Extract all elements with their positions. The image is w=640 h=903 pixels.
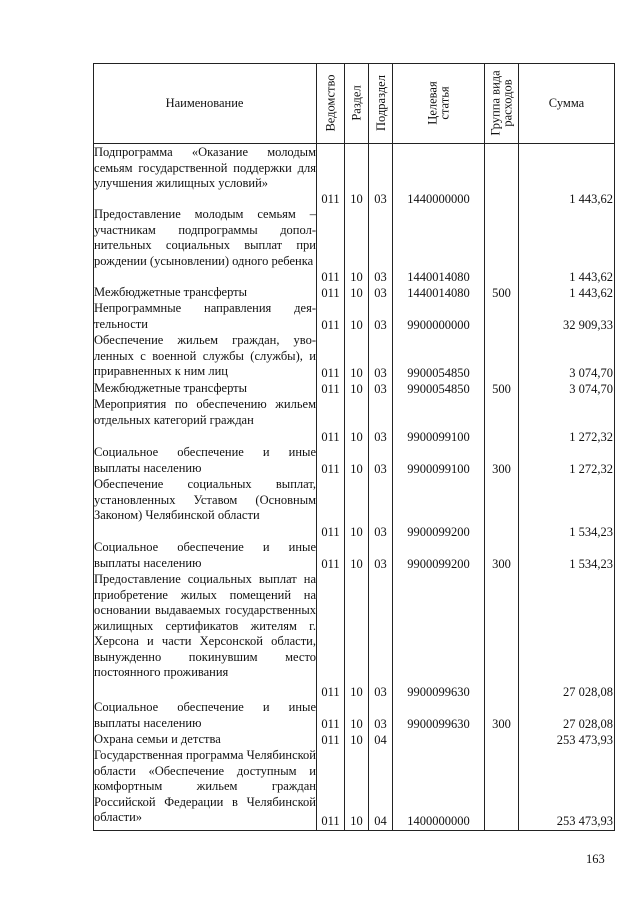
row-summa: 1 534,23 [569,556,613,571]
row-vedomstvo: 011 [321,732,340,747]
row-podrazdel: 03 [374,556,387,571]
row-razdel: 10 [350,461,363,476]
row-summa: 1 272,32 [569,429,613,444]
row-razdel: 10 [350,684,363,699]
table-row [93,700,615,732]
row-razdel: 10 [350,365,363,380]
row-podrazdel: 03 [374,365,387,380]
row-name: Обеспечение жильем граждан, уволенных с военной службы (службы), и приравненных к ним лиц [94,333,316,378]
row-vedomstvo: 011 [321,269,340,284]
row-gruppa: 500 [492,381,511,396]
row-gruppa: 300 [492,716,511,731]
header-gruppa-line1: Группа вида [488,70,503,136]
row-vedomstvo: 011 [321,381,340,396]
row-name: Межбюджетные трансферты [94,381,248,395]
row-celevaya: 9900054850 [407,365,470,380]
header-razdel-label: Раздел [349,85,364,121]
row-razdel: 10 [350,813,363,828]
row-summa: 1 443,62 [569,191,613,206]
row-summa: 1 272,32 [569,461,613,476]
header-vedomstvo-label: Ведомство [323,74,338,132]
table-bottom-border [93,830,615,831]
header-podrazdel [369,63,392,143]
row-razdel: 10 [350,716,363,731]
table-row [93,207,615,285]
row-celevaya: 9900099100 [407,461,470,476]
row-name: Государственная программа Челябинской области «Обеспечение доступным и комфортным жильем граждан Российской Федерации в Челябинской области» [94,748,316,824]
row-name: Непрограммные направления деятельности [94,301,316,331]
row-razdel: 10 [350,381,363,396]
row-gruppa: 300 [492,461,511,476]
row-podrazdel: 03 [374,317,387,332]
row-summa: 27 028,08 [563,716,613,731]
row-gruppa: 500 [492,285,511,300]
table-row [93,540,615,572]
table-row [93,477,615,540]
row-summa: 32 909,33 [563,317,613,332]
header-name-label: Наименование [165,95,244,110]
header-razdel [345,63,368,143]
table-row [93,333,615,381]
table-row [93,285,615,301]
row-razdel: 10 [350,524,363,539]
row-celevaya: 9900099200 [407,556,470,571]
row-vedomstvo: 011 [321,684,340,699]
header-gruppa-line2: расходов [500,79,515,127]
row-summa: 1 443,62 [569,269,613,284]
row-summa: 1 534,23 [569,524,613,539]
row-podrazdel: 04 [374,813,387,828]
row-celevaya: 1440014080 [407,269,470,284]
row-name: Подпрограмма «Оказание молодым семьям государственной поддержки для улучшения жилищных условий» [94,145,316,190]
row-name: Социальное обеспечение и иные выплаты населению [94,445,316,475]
row-name: Предоставление молодым семьям – участникам подпрограммы дополнительных социальных выплат при рождении (усыновлении) одного ребенка [94,207,316,268]
row-vedomstvo: 011 [321,191,340,206]
table-row [93,381,615,397]
row-vedomstvo: 011 [321,429,340,444]
row-vedomstvo: 011 [321,716,340,731]
header-name [93,63,316,143]
row-gruppa: 300 [492,556,511,571]
row-name: Охрана семьи и детства [94,732,221,746]
row-podrazdel: 03 [374,269,387,284]
row-summa: 3 074,70 [569,365,613,380]
row-podrazdel: 03 [374,429,387,444]
row-celevaya: 9900099630 [407,684,470,699]
row-name: Социальное обеспечение и иные выплаты населению [94,540,316,570]
header-celevaya-line2: статья [437,86,452,120]
row-podrazdel: 03 [374,524,387,539]
row-celevaya: 1440000000 [407,191,470,206]
row-vedomstvo: 011 [321,365,340,380]
row-name: Мероприятия по обеспечению жильем отдельных категорий граждан [94,397,316,427]
header-bottom-border [93,143,615,144]
row-summa: 3 074,70 [569,381,613,396]
row-razdel: 10 [350,317,363,332]
row-vedomstvo: 011 [321,524,340,539]
row-razdel: 10 [350,269,363,284]
row-celevaya: 1440014080 [407,285,470,300]
row-vedomstvo: 011 [321,813,340,828]
header-podrazdel-label: Подраздел [373,75,388,131]
header-gruppa [485,63,518,143]
table-row [93,445,615,477]
header-summa [519,63,614,143]
table-row [93,748,615,829]
table-row [93,145,615,207]
header-celevaya-label [427,81,451,124]
page-number: 163 [586,852,605,866]
row-name: Обеспечение социальных выплат, установленных Уставом (Основным Законом) Челябинской области [94,477,316,522]
table-row [93,397,615,445]
row-razdel: 10 [350,732,363,747]
table-row [93,572,615,700]
row-vedomstvo: 011 [321,285,340,300]
row-summa: 1 443,62 [569,285,613,300]
row-celevaya: 9900000000 [407,317,470,332]
row-razdel: 10 [350,429,363,444]
row-vedomstvo: 011 [321,461,340,476]
row-celevaya: 9900099100 [407,429,470,444]
row-podrazdel: 03 [374,285,387,300]
row-razdel: 10 [350,285,363,300]
row-podrazdel: 03 [374,461,387,476]
row-vedomstvo: 011 [321,556,340,571]
row-name: Предоставление социальных выплат на приобретение жилых помещений на основании выдаваемых государственных жилищных сертификатов жителям г. Херсона и части Херсонской области, вынужденно покинувшим место постоянного проживания [94,572,316,679]
row-vedomstvo: 011 [321,317,340,332]
table-row [93,732,615,748]
row-summa: 253 473,93 [556,732,613,747]
row-podrazdel: 03 [374,716,387,731]
header-summa-label: Сумма [548,95,585,110]
row-podrazdel: 03 [374,381,387,396]
row-razdel: 10 [350,191,363,206]
header-celevaya [393,63,484,143]
row-celevaya: 1400000000 [407,813,470,828]
row-name: Межбюджетные трансферты [94,285,248,299]
row-summa: 27 028,08 [563,684,613,699]
row-podrazdel: 03 [374,684,387,699]
row-name: Социальное обеспечение и иные выплаты населению [94,700,316,730]
header-celevaya-line1: Целевая [425,81,440,125]
row-razdel: 10 [350,556,363,571]
header-vedomstvo [317,63,344,143]
row-celevaya: 9900099200 [407,524,470,539]
row-podrazdel: 03 [374,191,387,206]
budget-table [93,63,615,831]
header-gruppa-label [490,70,514,135]
row-celevaya: 9900054850 [407,381,470,396]
row-podrazdel: 04 [374,732,387,747]
row-celevaya: 9900099630 [407,716,470,731]
table-row [93,301,615,333]
row-summa: 253 473,93 [556,813,613,828]
